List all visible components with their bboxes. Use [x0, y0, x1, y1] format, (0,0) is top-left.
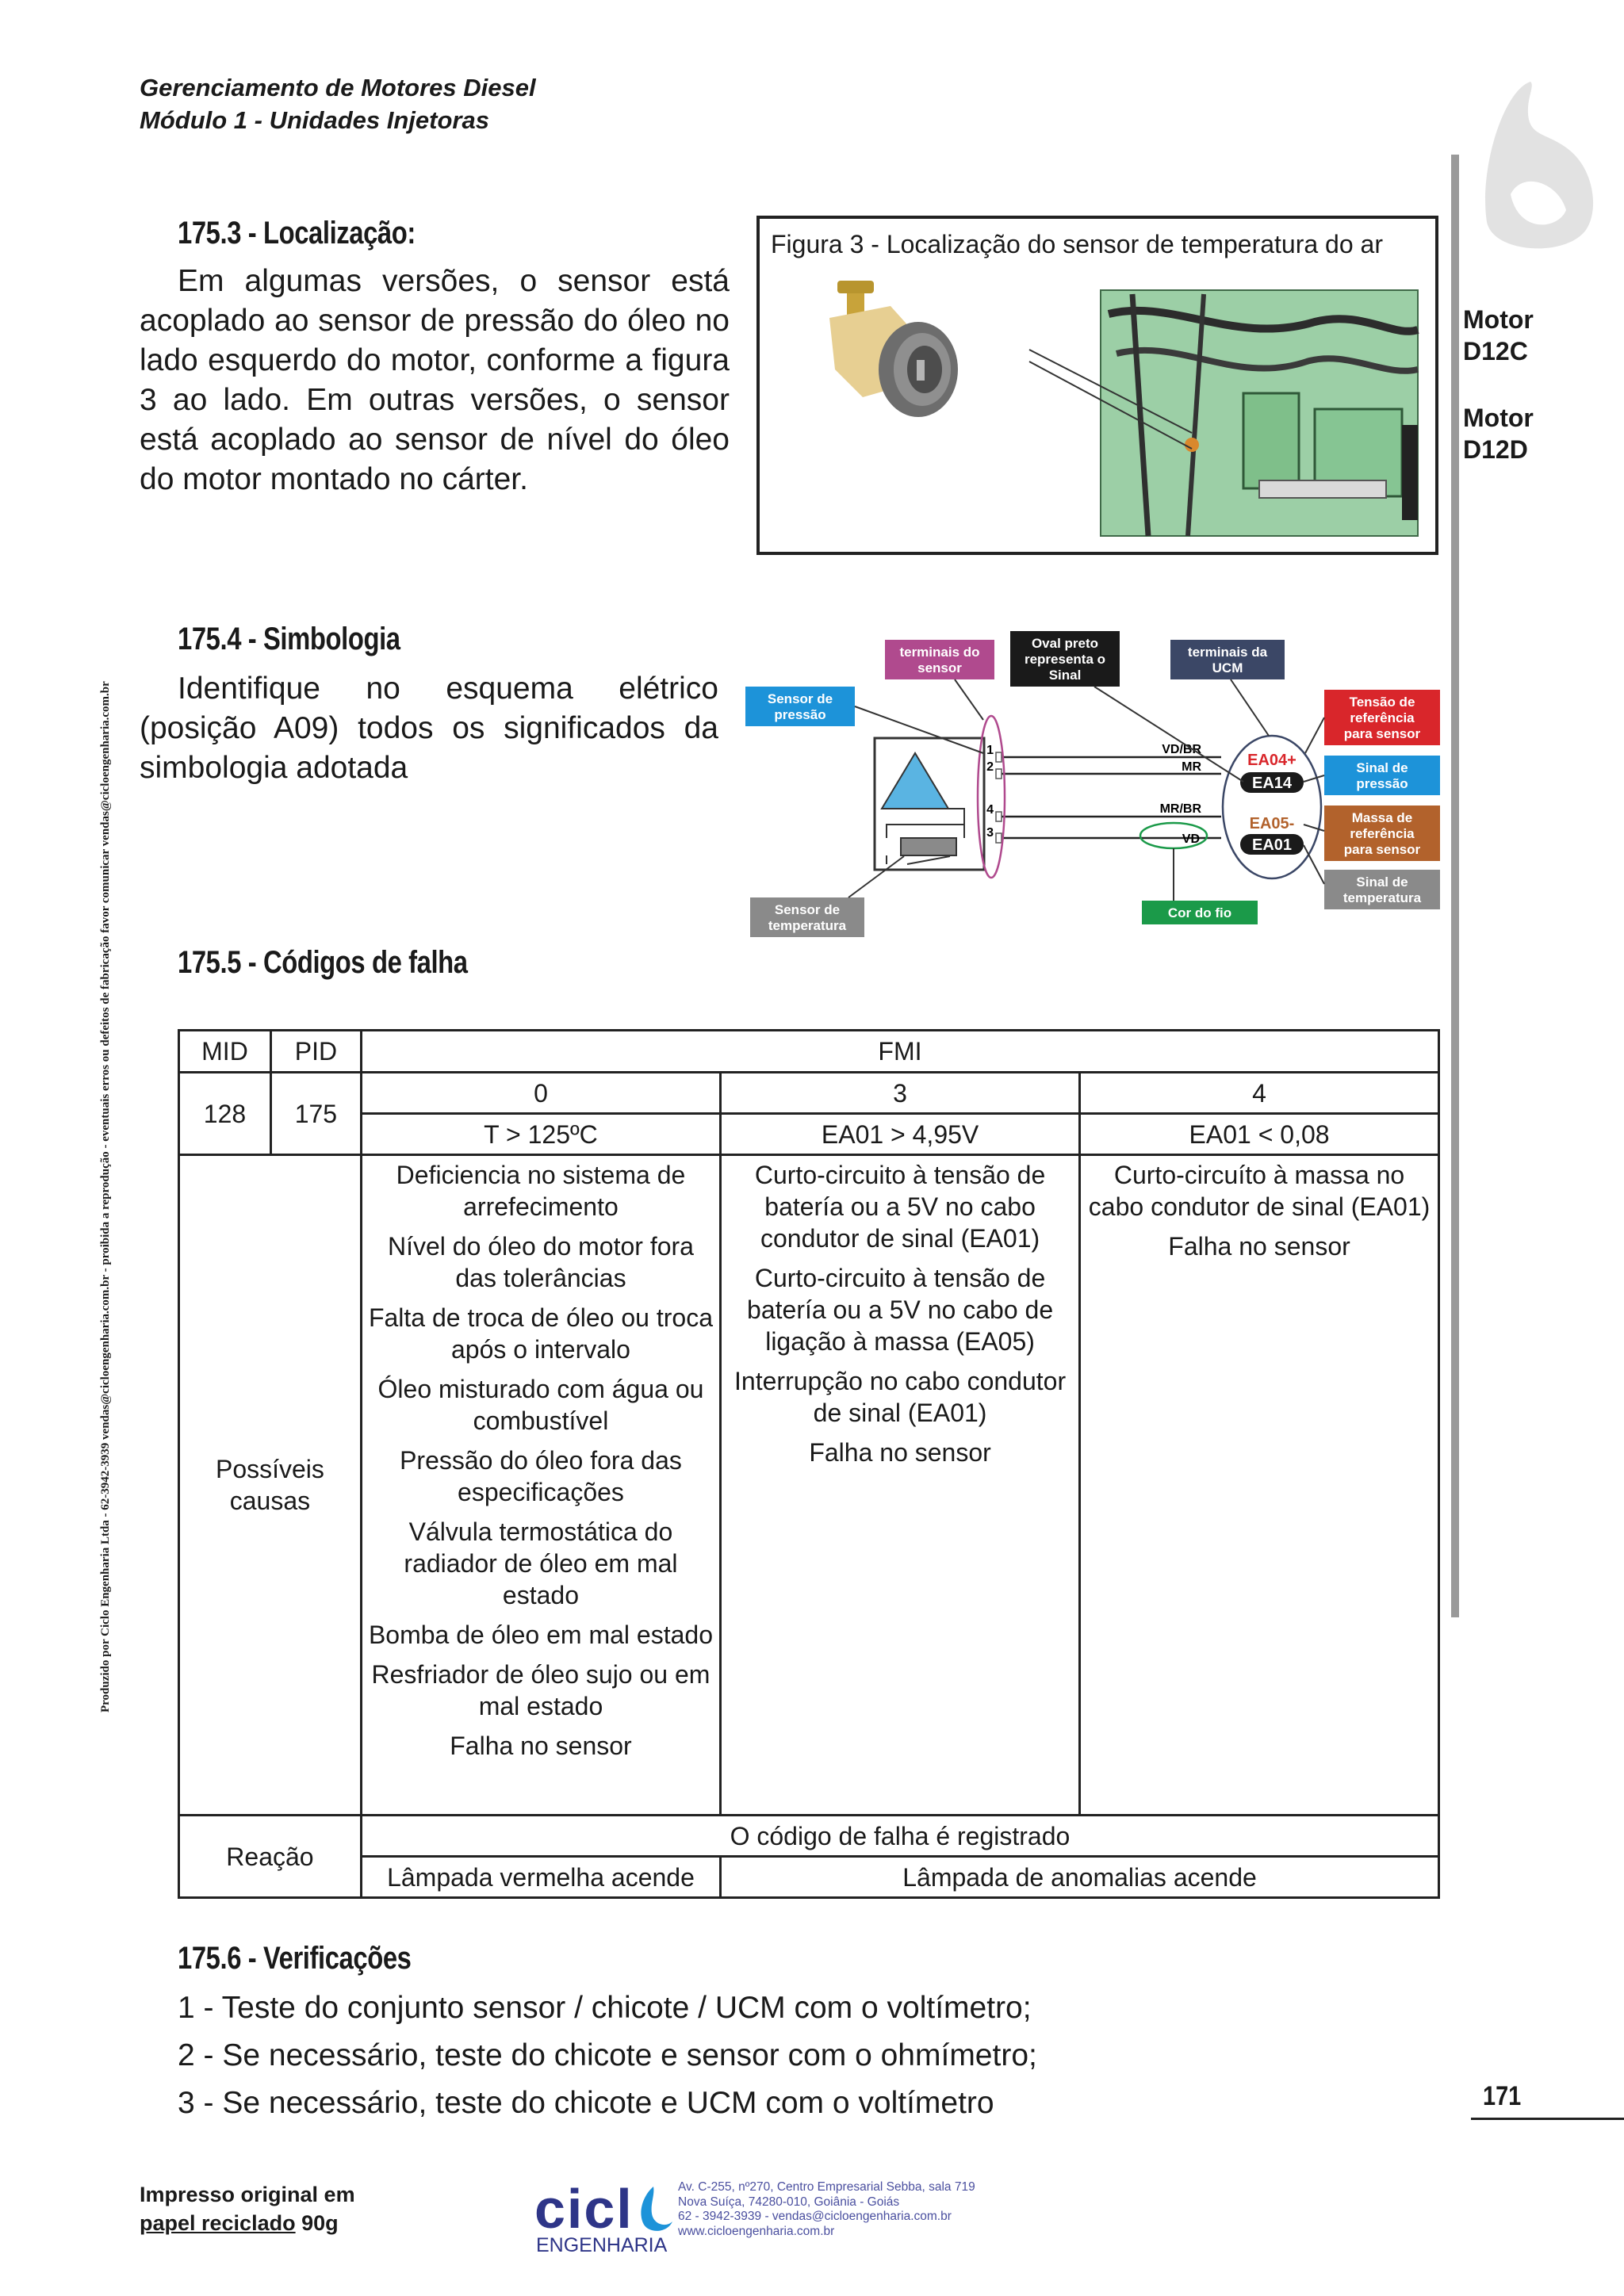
svg-text:Sensor de: Sensor de [774, 902, 841, 917]
fmi-code: 0 [361, 1073, 720, 1114]
wire-color-label: MR/BR [1159, 802, 1201, 816]
header-mid: MID [179, 1031, 271, 1073]
svg-text:para sensor: para sensor [1343, 842, 1421, 857]
header-fmi: FMI [361, 1031, 1438, 1073]
section-title-symbology: 175.4 - Simbologia [178, 622, 400, 656]
sensor-photo [829, 281, 958, 417]
pin-label: 3 [986, 826, 994, 840]
svg-text:terminais do: terminais do [899, 645, 980, 660]
cause-item: Curto-circuito à tensão de batería ou a 5V no cabo condutor de sinal (EA01) [754, 1161, 1046, 1253]
ucm-pin-label: EA05- [1249, 815, 1295, 832]
check-item: 3 - Se necessário, teste do chicote e UCM com o voltímetro [178, 2086, 994, 2120]
svg-text:para sensor: para sensor [1343, 726, 1421, 741]
pin-label: 1 [986, 744, 994, 757]
fmi-code: 4 [1080, 1073, 1439, 1114]
svg-text:Cor do fio: Cor do fio [1167, 905, 1232, 920]
table-row [179, 1816, 1439, 1857]
svg-text:pressão: pressão [774, 707, 826, 722]
fmi-condition: EA01 > 4,95V [721, 1114, 1080, 1155]
figure-caption: Figura 3 - Localização do sensor de temperatura do ar [771, 230, 1383, 258]
svg-text:temperatura: temperatura [1342, 890, 1422, 905]
svg-text:pressão: pressão [1356, 776, 1408, 791]
check-item: 1 - Teste do conjunto sensor / chicote / UCM com o voltímetro; [178, 1991, 1032, 2025]
wire-colors [1160, 743, 1202, 846]
svg-text:terminais da: terminais da [1187, 645, 1268, 660]
pid-value: 175 [270, 1073, 361, 1155]
sensor-location-illustration [760, 219, 1435, 552]
page-number: 171 [1483, 2081, 1522, 2111]
table-row [179, 1155, 1439, 1816]
svg-text:Sinal de: Sinal de [1356, 874, 1408, 890]
causes-label: Possíveis causas [179, 1155, 362, 1816]
table-row [179, 1114, 1439, 1155]
cause-item: Deficiencia no sistema de arrefecimento [396, 1161, 686, 1221]
cause-item: Óleo misturado com água ou combustível [377, 1375, 704, 1435]
ucm-pin-label: EA01 [1251, 836, 1293, 854]
cause-item: Falta de troca de óleo ou troca após o intervalo [368, 1303, 713, 1364]
document-header [140, 71, 536, 136]
sensor-pins [986, 744, 994, 840]
symbology-paragraph: Identifique no esquema elétrico (posição A09) todos os significados da simbologia adotada [140, 672, 718, 785]
motor-label-1: Motor D12C [1463, 305, 1534, 365]
header-title: Gerenciamento de Motores Diesel [140, 74, 536, 101]
svg-text:UCM: UCM [1212, 660, 1243, 675]
cause-item: Resfriador de óleo sujo ou em mal estado [371, 1660, 710, 1720]
svg-text:sensor: sensor [917, 660, 962, 675]
reaction-fmi-3-4: Lâmpada de anomalias acende [721, 1857, 1439, 1898]
table-row [179, 1031, 1439, 1073]
wire-color-label: VD/BR [1162, 743, 1201, 756]
location-paragraph: Em algumas versões, o sensor está acoplado ao sensor de pressão do óleo no lado esquerdo do motor, conforme a figura 3 ao lado. Em outras versões, o sensor está acoplado ao sensor de nível do óleo do motor montado no cárter. [140, 264, 730, 496]
corner-logo-icon [1455, 75, 1598, 258]
page-number-rule [1471, 2118, 1624, 2120]
svg-text:representa o: representa o [1024, 652, 1106, 667]
fault-code-table [178, 1029, 1440, 1899]
svg-text:Sinal de: Sinal de [1356, 760, 1408, 775]
table-row [179, 1073, 1439, 1114]
reaction-label: Reação [179, 1816, 362, 1898]
pin-label: 4 [986, 803, 994, 817]
header-subtitle: Módulo 1 - Unidades Injetoras [140, 106, 489, 134]
printed-note: Impresso original em papel reciclado 90g [140, 2183, 355, 2235]
header-pid: PID [270, 1031, 361, 1073]
cause-item: Pressão do óleo fora das especificações [400, 1446, 682, 1506]
ciclo-engenharia-logo [533, 2172, 676, 2260]
svg-text:Sensor de: Sensor de [767, 691, 833, 706]
cause-item: Válvula termostática do radiador de óleo em mal estado [404, 1517, 678, 1609]
wiring-diagram [745, 626, 1443, 959]
cause-item: Curto-circuito à tensão de batería ou a 5V no cabo de ligação à massa (EA05) [747, 1264, 1054, 1356]
svg-text:referência: referência [1350, 826, 1415, 841]
fmi-condition: EA01 < 0,08 [1080, 1114, 1439, 1155]
reaction-fmi-0: Lâmpada vermelha acende [361, 1857, 720, 1898]
cause-item: Falha no sensor [1168, 1232, 1350, 1261]
figure-3 [756, 216, 1438, 555]
svg-text:temperatura: temperatura [768, 918, 847, 933]
mid-value: 128 [179, 1073, 271, 1155]
wire-color-label: MR [1182, 760, 1201, 774]
pin-label: 2 [986, 760, 994, 774]
section-title-location: 175.3 - Localização: [178, 216, 416, 251]
fmi-condition: T > 125ºC [361, 1114, 720, 1155]
section-title-fault-codes: 175.5 - Códigos de falha [178, 945, 468, 980]
motor-label-2: Motor D12D [1463, 404, 1534, 464]
svg-text:ENGENHARIA: ENGENHARIA [536, 2234, 668, 2256]
cause-item: Bomba de óleo em mal estado [368, 1621, 713, 1649]
section-title-checks: 175.6 - Verificações [178, 1941, 412, 1976]
cause-item: Curto-circuíto à massa no cabo condutor de sinal (EA01) [1088, 1161, 1431, 1221]
svg-text:Oval preto: Oval preto [1031, 636, 1099, 651]
reaction-all: O código de falha é registrado [361, 1816, 1438, 1857]
fmi-code: 3 [721, 1073, 1080, 1114]
table-row [179, 1857, 1439, 1898]
side-rule [1451, 155, 1459, 1617]
causes-fmi-4 [1080, 1155, 1439, 1816]
cause-item: Falha no sensor [450, 1732, 632, 1760]
svg-text:referência: referência [1350, 710, 1415, 725]
ucm-pin-label: EA14 [1251, 775, 1293, 792]
svg-text:cicl: cicl [534, 2178, 634, 2240]
ucm-pin-label: EA04+ [1247, 752, 1297, 769]
causes-fmi-3 [721, 1155, 1080, 1816]
temperature-sensor-symbol [901, 838, 956, 855]
cause-item: Nível do óleo do motor fora das tolerâncias [387, 1232, 694, 1292]
svg-text:Tensão de: Tensão de [1349, 695, 1415, 710]
company-address: Av. C-255, nº270, Centro Empresarial Sebba, sala 719 Nova Suíça, 74280-010, Goiânia - Goiás 62 - 3942-3939 - vendas@cicloengenharia.com.br www.cicloengenharia.com.br [678, 2180, 975, 2238]
cause-item: Interrupção no cabo condutor de sinal (EA01) [734, 1367, 1067, 1427]
vertical-copyright: Produzido por Ciclo Engenharia Ltda - 62-3942-3939 vendas@cicloengenharia.com.br - proibida a reprodução - eventuais erros ou defeitos de fabricação favor comunicar vendas@cicloengenharia.com.br [99, 681, 112, 1712]
causes-fmi-0 [361, 1155, 720, 1816]
svg-text:Sinal: Sinal [1048, 668, 1082, 683]
cause-item: Falha no sensor [809, 1438, 991, 1467]
svg-text:Massa de: Massa de [1351, 810, 1413, 825]
wire-color-label: VD [1182, 832, 1200, 846]
check-item: 2 - Se necessário, teste do chicote e sensor com o ohmímetro; [178, 2038, 1037, 2072]
engine-photo [1101, 290, 1418, 536]
